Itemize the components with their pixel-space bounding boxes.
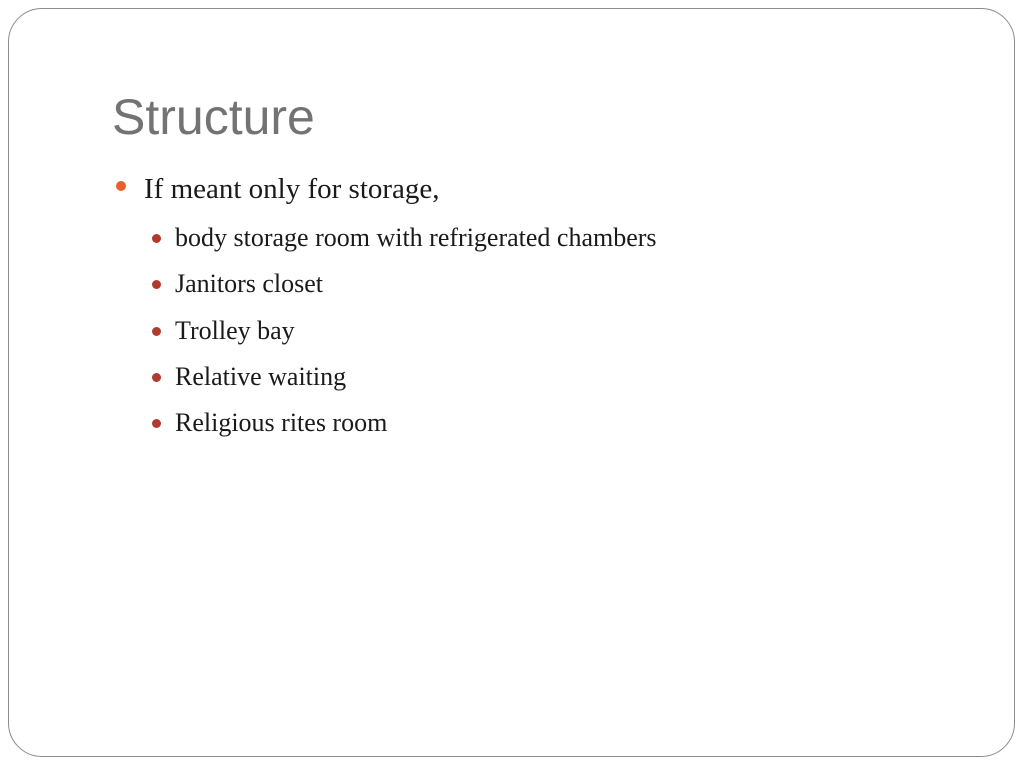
sub-bullet-text: Janitors closet (175, 269, 324, 298)
sub-bullet-text: body storage room with refrigerated chambers (175, 223, 657, 252)
sub-bullet-dot-icon (152, 373, 161, 382)
sub-bullet-dot-icon (152, 280, 161, 289)
sub-bullet-text: Religious rites room (175, 408, 388, 437)
sub-bullet-dot-icon (152, 327, 161, 336)
sub-bullet-dot-icon (152, 419, 161, 428)
bullet-dot-icon (116, 181, 126, 191)
sub-bullet-dot-icon (152, 234, 161, 243)
bullet-text: If meant only for storage, (144, 173, 440, 205)
sub-bullet-text: Trolley bay (175, 316, 295, 345)
slide-title: Structure (112, 89, 315, 145)
sub-bullet-text: Relative waiting (175, 362, 347, 391)
